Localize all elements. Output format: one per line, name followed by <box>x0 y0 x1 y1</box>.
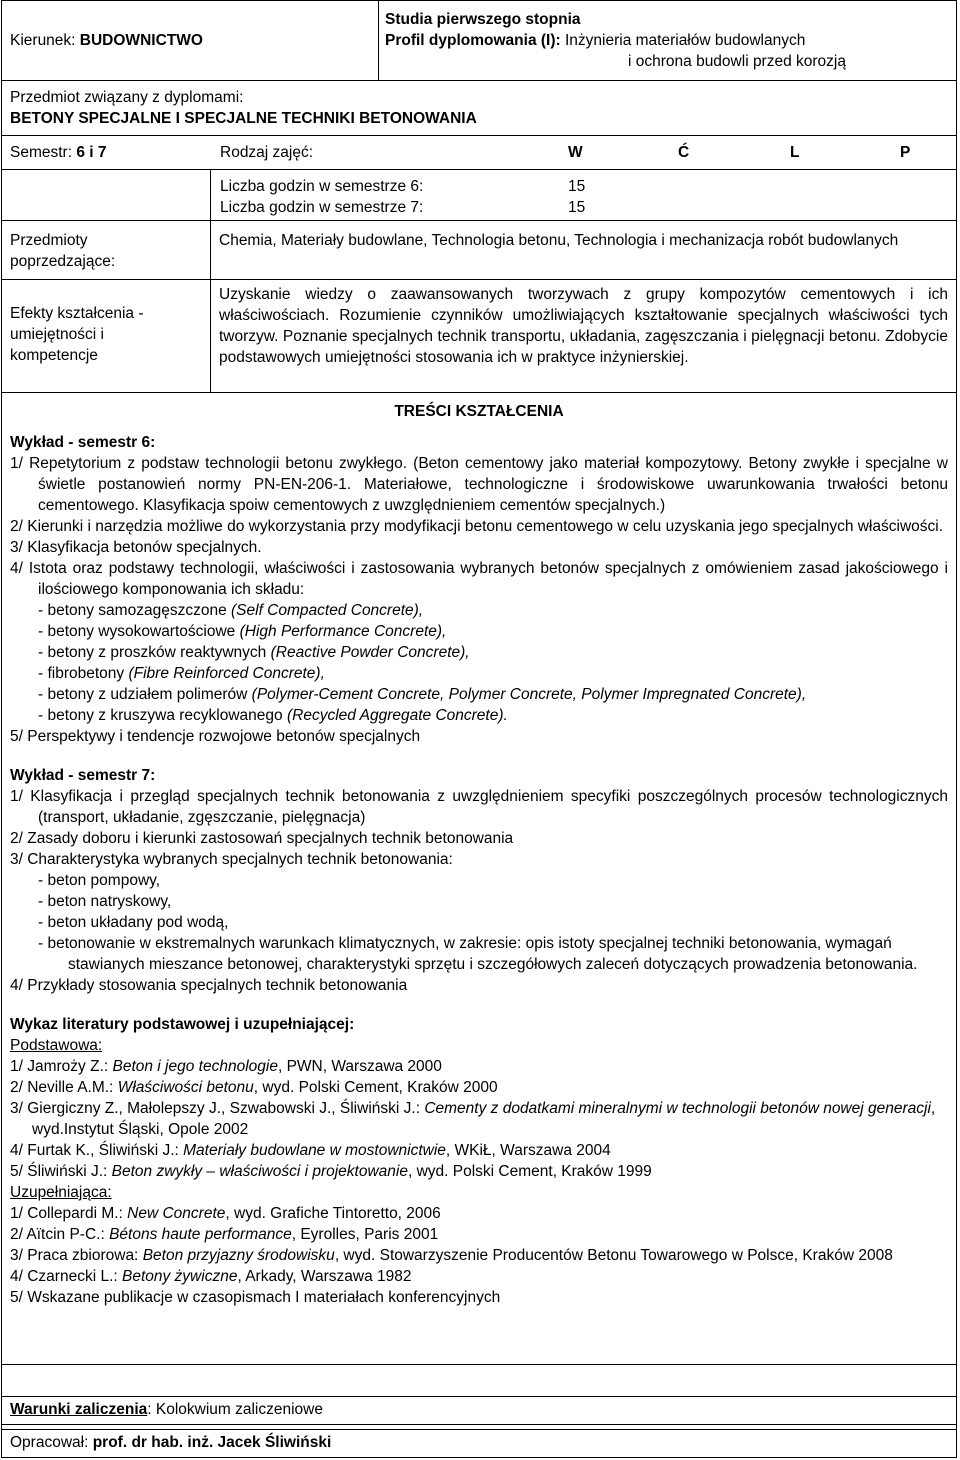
list-item: 2/ Neville A.M.: Właściwości betonu, wyd. Polski Cement, Kraków 2000 <box>10 1079 498 1096</box>
list-item: 5/ Wskazane publikacje w czasopismach I materiałach konferencyjnych <box>10 1289 501 1306</box>
list-item: - betony samozagęszczone (Self Compacted Concrete), <box>38 602 424 619</box>
warunki-row <box>2 1396 956 1425</box>
semestr-row <box>2 136 956 170</box>
syllabus-page <box>1 0 957 1458</box>
col-w: W <box>568 144 583 161</box>
list-item: - betony z proszków reaktywnych (Reactive Powder Concrete), <box>38 644 470 661</box>
list-item: - beton pompowy, <box>38 872 161 889</box>
hours-label-6: Liczba godzin w semestrze 6: <box>220 178 424 195</box>
sem6-title: Wykład - semestr 6: <box>10 434 156 451</box>
przedmiot-label: Przedmiot związany z dyplomami: <box>10 89 244 106</box>
list-item: - betony z kruszywa recyklowanego (Recycled Aggregate Concrete). <box>38 707 508 724</box>
list-item: - betony z udziałem polimerów (Polymer-Cement Concrete, Polymer Concrete, Polymer Impregnated Concrete), <box>38 686 807 703</box>
list-item: - beton natryskowy, <box>38 893 172 910</box>
przedmiot-value: BETONY SPECJALNE I SPECJALNE TECHNIKI BETONOWANIA <box>10 110 477 127</box>
sem7-subitems <box>10 870 948 975</box>
semestr-label: Semestr: <box>10 144 73 161</box>
profil-label: Profil dyplomowania (I): <box>385 32 561 49</box>
sem7-item-2: 2/ Zasady doboru i kierunki zastosowań specjalnych technik betonowania <box>10 830 514 847</box>
kierunek-label: Kierunek: <box>10 32 76 49</box>
list-item: - fibrobetony (Fibre Reinforced Concrete), <box>38 665 325 682</box>
hours-value-6: 15 <box>568 178 586 195</box>
col-l: L <box>790 144 800 161</box>
literatura-podstawowa-label: Podstawowa: <box>10 1037 103 1054</box>
rodzaj-label: Rodzaj zajęć: <box>220 144 314 161</box>
sem7-item-1: 1/ Klasyfikacja i przegląd specjalnych technik betonowania z uwzględnieniem specyfiki poszczególnych procesów technologicznych (transport, układanie, zgęszczanie, pielęgnacja) <box>10 788 948 826</box>
kierunek-value: BUDOWNICTWO <box>79 32 203 49</box>
semestr-value: 6 i 7 <box>76 144 107 161</box>
list-item: 2/ Aïtcin P-C.: Bétons haute performance, Eyrolles, Paris 2001 <box>10 1226 439 1243</box>
literatura-uzupelniajaca-label: Uzupełniająca: <box>10 1184 112 1201</box>
efekty-label-1: Efekty kształcenia - <box>10 305 144 322</box>
literatura-title: Wykaz literatury podstawowej i uzupełniającej: <box>10 1016 355 1033</box>
poprzedzajace-label-2: poprzedzające: <box>10 253 116 270</box>
col-p: P <box>900 144 911 161</box>
tresci-title: TREŚCI KSZTAŁCENIA <box>394 403 564 420</box>
warunki-label: Warunki zaliczenia <box>10 1401 148 1418</box>
sem6-item-2: 2/ Kierunki i narzędzia możliwe do wykorzystania przy modyfikacji betonu cementowego w celu uzyskania jego specjalnych właściwości. <box>10 518 944 535</box>
list-item: 4/ Czarnecki L.: Betony żywiczne, Arkady, Warszawa 1982 <box>10 1268 412 1285</box>
sem6-item-1: 1/ Repetytorium z podstaw technologii betonu zwykłego. (Beton cementowy jako materiał kompozytowy. Betony zwykłe i specjalne w świetle postanowień normy PN-EN-206-1. Materiałowe, technologiczne i środowiskowe uwarunkowania trwałości betonu cementowego. Klasyfikacja spoiw cementowych z uwzględnieniem cementów specjalnych.) <box>10 455 948 514</box>
efekty-row <box>2 279 956 393</box>
opracowal-value: prof. dr hab. inż. Jacek Śliwiński <box>92 1434 332 1451</box>
kierunek-cell <box>2 1 379 80</box>
list-item: 5/ Śliwiński J.: Beton zwykły – właściwości i projektowanie, wyd. Polski Cement, Kraków 1999 <box>10 1163 652 1180</box>
list-item: - beton układany pod wodą, <box>38 914 229 931</box>
profil-value-1: Inżynieria materiałów budowlanych <box>564 32 806 49</box>
efekty-value: Uzyskanie wiedzy o zaawansowanych tworzywach z grupy kompozytów cementowych i ich właściwościach. Rozumienie czynników umożliwiających kształtowanie specjalnych właściwości tych tworzyw. Poznanie specjalnych technik transportu, układania, zagęszczania i pielęgnacji betonu. Zdobycie podstawowych umiejętności stosowania ich w praktyce inżynierskiej. <box>219 286 948 366</box>
sem7-item-4: 4/ Przykłady stosowania specjalnych technik betonowania <box>10 977 408 994</box>
list-item: 4/ Furtak K., Śliwiński J.: Materiały budowlane w mostownictwie, WKiŁ, Warszawa 2004 <box>10 1142 611 1159</box>
sem7-title: Wykład - semestr 7: <box>10 767 156 784</box>
opracowal-label: Opracował: <box>10 1434 93 1451</box>
efekty-label-3: kompetencje <box>10 347 98 364</box>
studia-label: Studia pierwszego stopnia <box>385 11 581 28</box>
list-item: - betony wysokowartościowe (High Performance Concrete), <box>38 623 447 640</box>
sem6-item-3: 3/ Klasyfikacja betonów specjalnych. <box>10 539 262 556</box>
list-item: 3/ Giergiczny Z., Małolepszy J., Szwabowski J., Śliwiński J.: Cementy z dodatkami mineralnymi w technologii betonów nowej generacji, wyd.Instytut Śląski, Opole 2002 <box>10 1100 936 1138</box>
poprzedzajace-label-1: Przedmioty <box>10 232 88 249</box>
sem7-item-3: 3/ Charakterystyka wybranych specjalnych technik betonowania: <box>10 851 453 868</box>
poprzedzajace-value: Chemia, Materiały budowlane, Technologia betonu, Technologia i mechanizacja robót budowlanych <box>219 232 899 249</box>
sem6-item-4: 4/ Istota oraz podstawy technologii, właściwości i zastosowania wybranych betonów specjalnych z omówieniem zasad jakościowego i ilościowego komponowania ich składu: <box>10 560 948 598</box>
literatura-uzupelniajaca-list <box>10 1203 948 1308</box>
profil-value-2: i ochrona budowli przed korozją <box>628 53 846 70</box>
przedmiot-row <box>2 81 956 136</box>
hours-label-7: Liczba godzin w semestrze 7: <box>220 199 424 216</box>
list-item: 3/ Praca zbiorowa: Beton przyjazny środowisku, wyd. Stowarzyszenie Producentów Betonu Towarowego w Polsce, Kraków 2008 <box>10 1247 893 1264</box>
poprzedzajace-row <box>2 220 956 280</box>
hours-value-7: 15 <box>568 199 586 216</box>
profil-cell <box>379 1 956 80</box>
opracowal-row <box>2 1429 956 1457</box>
sem6-item-5: 5/ Perspektywy i tendencje rozwojowe betonów specjalnych <box>10 728 421 745</box>
tresci-section <box>2 393 956 1365</box>
efekty-label-2: umiejętności i <box>10 326 104 343</box>
list-item: - betonowanie w ekstremalnych warunkach klimatycznych, w zakresie: opis istoty specjalnej techniki betonowania, wymagań stawianych mieszance betonowej, charakterystyki sprzętu i szczegółowych zaleceń dotyczących prowadzenia betonowania. <box>38 935 918 973</box>
list-item: 1/ Collepardi M.: New Concrete, wyd. Grafiche Tintoretto, 2006 <box>10 1205 441 1222</box>
col-c: Ć <box>678 144 690 161</box>
list-item: 1/ Jamroży Z.: Beton i jego technologie, PWN, Warszawa 2000 <box>10 1058 442 1075</box>
header-row <box>2 1 956 81</box>
literatura-podstawowa-list <box>10 1056 948 1182</box>
warunki-value: : Kolokwium zaliczeniowe <box>147 1401 323 1418</box>
sem6-subitems <box>10 600 948 726</box>
hours-row <box>2 169 956 221</box>
